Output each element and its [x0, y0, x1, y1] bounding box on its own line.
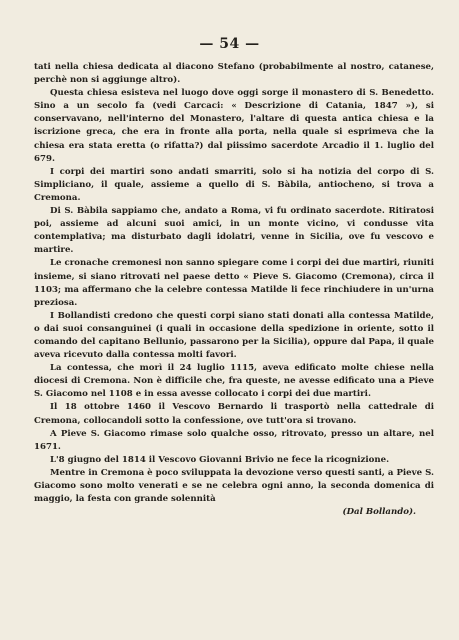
signature: (Dal Bollando).: [342, 507, 416, 518]
paragraph: L'8 giugno del 1814 il Vescovo Giovanni Brivio ne fece la ricognizione.: [50, 454, 390, 465]
paragraph: Di S. Bàbila sappiamo che, andato a Roma, vi fu ordinato sacerdote. Ritiratosi poi, assieme ad alcuni suoi amici, in un monte vicino, vi condusse vita contemplativa; ma disturbato dagli idolatri, venne in Sicilia, ove fu vescovo e martire.: [34, 206, 434, 256]
paragraph: tati nella chiesa dedicata al diacono Stefano (probabilmente al nostro, catanese, perchè non si aggiunge altro).: [34, 62, 434, 86]
paragraph: I Bollandisti credono che questi corpi siano stati donati alla contessa Matilde, o dai suoi consanguinei (i quali in occasione della spedizione in oriente, sotto il comando del capitano Bellunio, passarono per la Sicilia), oppure dal Papa, il quale aveva ricevuto dalla contessa molti favori.: [34, 310, 434, 361]
paragraph: Mentre in Cremona è poco sviluppata la devozione verso questi santi, a Pieve S. Giacomo sono molto venerati e se ne celebra ogni anno, la seconda domenica di maggio, la festa con grande solennità: [34, 467, 434, 505]
paragraph: Questa chiesa esisteva nel luogo dove oggi sorge il monastero di S. Benedetto. Sino a un secolo fa (vedi Carcaci: « Descrizione di Catania, 1847 »), si conservavano, nell'interno del Monastero, l'altare di questa antica chiesa e la iscrizione greca, che era in fronte alla porta, nella quale si esprimeva che la chiesa era stata eretta (o rifatta?) dal piissimo sacerdote Arcadio il 1. luglio del 679.: [34, 88, 434, 164]
paragraph: A Pieve S. Giacomo rimase solo qualche osso, ritrovato, presso un altare, nel 1671.: [34, 428, 434, 452]
body-text: [34, 61, 434, 519]
paragraph: Il 18 ottobre 1460 il Vescovo Bernardo li trasportò nella cattedrale di Cremona, collocandoli sotto la confessione, ove tutt'ora si trovano.: [34, 402, 434, 426]
paragraph: Le cronache cremonesi non sanno spiegare come i corpi dei due martiri, riuniti insieme, si siano ritrovati nel paese detto « Pieve S. Giacomo (Cremona), circa il 1103; ma affermano che la celebre contessa Matilde li fece rinchiudere in un'urna preziosa.: [34, 258, 434, 308]
paragraph: I corpi dei martiri sono andati smarriti, solo si ha notizia del corpo di S. Simpliciano, il quale, assieme a quello di S. Bàbila, antiocheno, si trova a Cremona.: [34, 166, 434, 203]
page-number: — 54 —: [199, 36, 260, 52]
paragraph: La contessa, che morì il 24 luglio 1115, aveva edificato molte chiese nella diocesi di Cremona. Non è difficile che, fra queste, ne avesse edificato una a Pieve S. Giacomo nel 1108 e in essa avesse collocato i corpi dei due martiri.: [34, 363, 434, 400]
